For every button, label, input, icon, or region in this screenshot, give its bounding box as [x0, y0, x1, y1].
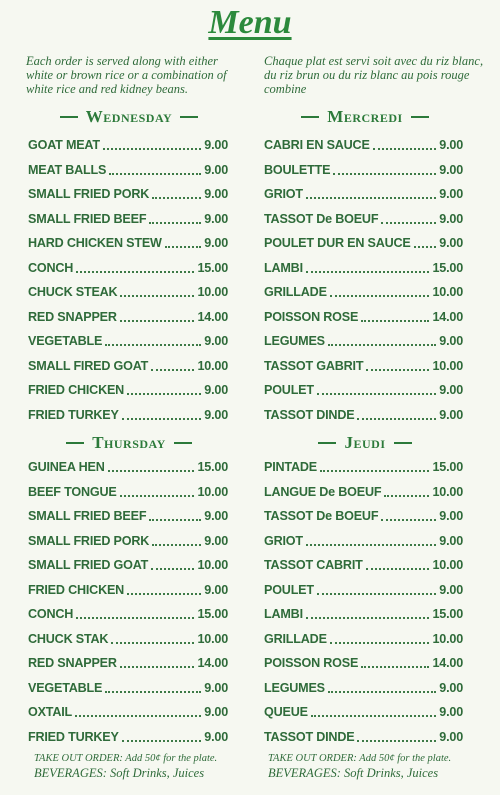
- dot-leader: [149, 519, 201, 521]
- menu-item-name: OXTAIL: [28, 705, 73, 720]
- menu-item-name: BOULETTE: [264, 162, 331, 177]
- dot-leader: [311, 715, 436, 717]
- menu-item-name: TASSOT CABRIT: [264, 558, 363, 573]
- menu-item-price: 10.00: [197, 285, 228, 300]
- dot-leader: [105, 691, 201, 693]
- menu-item-name: MEAT BALLS: [28, 162, 107, 177]
- menu-item-price: 9.00: [439, 680, 463, 695]
- menu-item-price: 9.00: [439, 162, 463, 177]
- section-title-thursday: Thursday: [92, 433, 166, 452]
- menu-item-name: FRIED CHICKEN: [28, 582, 125, 597]
- menu-item-price: 9.00: [204, 407, 228, 422]
- menu-item-name: GRIOT: [264, 533, 303, 548]
- jeudi-list: [264, 455, 463, 749]
- section-title-jeudi: Jeudi: [344, 433, 386, 452]
- menu-item: [264, 553, 463, 578]
- menu-item-name: CONCH: [28, 260, 74, 275]
- menu-item: [264, 378, 463, 403]
- header-dash: [318, 442, 336, 444]
- menu-item: [264, 504, 463, 529]
- menu-item-name: CABRI EN SAUCE: [264, 138, 370, 153]
- takeout-note: TAKE OUT ORDER: Add 50¢ for the plate.: [34, 753, 218, 764]
- menu-item-price: 9.00: [204, 533, 228, 548]
- menu-item-price: 9.00: [439, 236, 463, 251]
- header-dash: [301, 116, 319, 118]
- menu-item: [264, 676, 463, 701]
- dot-leader: [306, 271, 430, 273]
- menu-item-price: 14.00: [432, 309, 463, 324]
- menu-item-name: SMALL FRIED BEEF: [28, 509, 147, 524]
- menu-item: [28, 133, 228, 158]
- menu-item-name: SMALL FRIED BEEF: [28, 211, 147, 226]
- dot-leader: [330, 295, 430, 297]
- footer-right: [268, 752, 451, 780]
- menu-item-name: FRIED TURKEY: [28, 407, 119, 422]
- menu-item-price: 15.00: [197, 460, 228, 475]
- menu-item: [28, 602, 228, 627]
- dot-leader: [111, 642, 194, 644]
- menu-item-price: 10.00: [197, 631, 228, 646]
- dot-leader: [75, 715, 201, 717]
- menu-item-name: POULET: [264, 383, 314, 398]
- menu-item-name: RED SNAPPER: [28, 656, 117, 671]
- menu-item-price: 15.00: [197, 607, 228, 622]
- menu-item-price: 9.00: [439, 729, 463, 744]
- header-dash: [394, 442, 412, 444]
- menu-item-price: 10.00: [432, 358, 463, 373]
- menu-item: [28, 403, 228, 428]
- dot-leader: [357, 740, 436, 742]
- dot-leader: [317, 593, 436, 595]
- menu-item-name: LEGUMES: [264, 680, 325, 695]
- menu-item-price: 10.00: [197, 484, 228, 499]
- menu-item: [264, 256, 463, 281]
- intro-french: Chaque plat est servi soit avec du riz blanc, du riz brun ou du riz blanc au pois rouge combine: [264, 54, 484, 96]
- menu-item: [28, 207, 228, 232]
- menu-item: [28, 725, 228, 750]
- menu-item-name: POISSON ROSE: [264, 309, 359, 324]
- menu-item-price: 9.00: [439, 509, 463, 524]
- menu-item-name: BEEF TONGUE: [28, 484, 117, 499]
- menu-item-price: 10.00: [197, 558, 228, 573]
- menu-item-name: CHUCK STEAK: [28, 285, 118, 300]
- menu-item-price: 9.00: [204, 383, 228, 398]
- dot-leader: [320, 470, 430, 472]
- dot-leader: [120, 666, 195, 668]
- dot-leader: [357, 418, 436, 420]
- menu-item: [264, 700, 463, 725]
- dot-leader: [373, 148, 437, 150]
- mercredi-list: [264, 133, 463, 427]
- menu-item: [264, 403, 463, 428]
- dot-leader: [122, 418, 202, 420]
- menu-item-price: 15.00: [432, 260, 463, 275]
- menu-item: [28, 329, 228, 354]
- menu-item-name: TASSOT De BOEUF: [264, 211, 379, 226]
- menu-item-price: 10.00: [432, 558, 463, 573]
- menu-item: [28, 280, 228, 305]
- menu-item: [264, 182, 463, 207]
- menu-item: [28, 578, 228, 603]
- header-dash: [411, 116, 429, 118]
- dot-leader: [306, 197, 436, 199]
- menu-item-price: 9.00: [204, 187, 228, 202]
- menu-item-price: 9.00: [204, 334, 228, 349]
- header-dash: [60, 116, 78, 118]
- menu-item: [28, 676, 228, 701]
- menu-item: [264, 231, 463, 256]
- menu-item: [264, 455, 463, 480]
- menu-item: [264, 329, 463, 354]
- menu-item: [28, 651, 228, 676]
- menu-item-name: CHUCK STAK: [28, 631, 109, 646]
- section-header-mercredi: [262, 106, 468, 128]
- menu-item-name: POULET DUR EN SAUCE: [264, 236, 411, 251]
- menu-item: [28, 256, 228, 281]
- menu-item-name: LEGUMES: [264, 334, 325, 349]
- menu-item-name: QUEUE: [264, 705, 308, 720]
- beverages-note: BEVERAGES: Soft Drinks, Juices: [34, 766, 205, 780]
- dot-leader: [151, 568, 194, 570]
- dot-leader: [361, 320, 429, 322]
- dot-leader: [151, 369, 194, 371]
- dot-leader: [384, 495, 429, 497]
- menu-item-price: 9.00: [439, 533, 463, 548]
- menu-item: [264, 725, 463, 750]
- menu-item-name: GOAT MEAT: [28, 138, 100, 153]
- dot-leader: [105, 344, 201, 346]
- menu-item-name: PINTADE: [264, 460, 317, 475]
- menu-item-name: GRILLADE: [264, 285, 327, 300]
- menu-item-price: 10.00: [432, 631, 463, 646]
- menu-item: [28, 378, 228, 403]
- menu-item: [264, 133, 463, 158]
- dot-leader: [306, 544, 436, 546]
- menu-item-price: 9.00: [204, 211, 228, 226]
- section-title-mercredi: Mercredi: [327, 107, 403, 126]
- dot-leader: [333, 173, 436, 175]
- menu-item-name: GRIOT: [264, 187, 303, 202]
- menu-item-price: 9.00: [204, 729, 228, 744]
- beverages-note: BEVERAGES: Soft Drinks, Juices: [268, 766, 439, 780]
- section-header-thursday: [26, 432, 232, 454]
- menu-item-price: 9.00: [204, 582, 228, 597]
- menu-item-name: LAMBI: [264, 607, 303, 622]
- menu-item-name: SMALL FRIED GOAT: [28, 558, 149, 573]
- section-title-wednesday: Wednesday: [85, 107, 173, 126]
- menu-item: [28, 700, 228, 725]
- menu-item: [28, 480, 228, 505]
- menu-item-name: VEGETABLE: [28, 680, 103, 695]
- intro-english: Each order is served along with either white or brown rice or a combination of white rice and red kidney beans.: [26, 54, 227, 96]
- dot-leader: [76, 617, 194, 619]
- menu-item-name: FRIED TURKEY: [28, 729, 119, 744]
- menu-item: [28, 158, 228, 183]
- menu-item-price: 15.00: [197, 260, 228, 275]
- dot-leader: [317, 393, 436, 395]
- menu-item-name: LANGUE De BOEUF: [264, 484, 382, 499]
- menu-item-price: 15.00: [432, 607, 463, 622]
- menu-item: [264, 529, 463, 554]
- header-dash: [180, 116, 198, 118]
- menu-item: [28, 354, 228, 379]
- menu-item-name: TASSOT GABRIT: [264, 358, 364, 373]
- dot-leader: [127, 393, 201, 395]
- dot-leader: [361, 666, 429, 668]
- menu-item-price: 14.00: [432, 656, 463, 671]
- dot-leader: [366, 369, 429, 371]
- menu-item-name: VEGETABLE: [28, 334, 103, 349]
- menu-item-price: 9.00: [204, 705, 228, 720]
- menu-item: [264, 207, 463, 232]
- menu-item-price: 9.00: [439, 582, 463, 597]
- dot-leader: [122, 740, 202, 742]
- dot-leader: [103, 148, 201, 150]
- dot-leader: [120, 320, 195, 322]
- menu-item: [264, 578, 463, 603]
- dot-leader: [127, 593, 201, 595]
- dot-leader: [381, 222, 436, 224]
- dot-leader: [149, 222, 201, 224]
- menu-item: [264, 651, 463, 676]
- menu-item: [28, 182, 228, 207]
- dot-leader: [108, 470, 195, 472]
- menu-item-name: SMALL FIRED GOAT: [28, 358, 149, 373]
- menu-item-price: 9.00: [204, 162, 228, 177]
- dot-leader: [328, 691, 436, 693]
- section-header-wednesday: [26, 106, 232, 128]
- menu-item: [264, 280, 463, 305]
- menu-item: [264, 158, 463, 183]
- takeout-note: TAKE OUT ORDER: Add 50¢ for the plate.: [268, 753, 452, 764]
- menu-item-name: FRIED CHICKEN: [28, 383, 125, 398]
- dot-leader: [165, 246, 202, 248]
- dot-leader: [120, 495, 195, 497]
- menu-item-name: SMALL FRIED PORK: [28, 533, 150, 548]
- dot-leader: [328, 344, 436, 346]
- menu-item-name: SMALL FRIED PORK: [28, 187, 150, 202]
- menu-item: [264, 602, 463, 627]
- dot-leader: [330, 642, 430, 644]
- menu-item-price: 10.00: [197, 358, 228, 373]
- menu-item: [264, 305, 463, 330]
- menu-item-name: LAMBI: [264, 260, 303, 275]
- wednesday-list: [28, 133, 228, 427]
- menu-item-price: 14.00: [197, 309, 228, 324]
- thursday-list: [28, 455, 228, 749]
- menu-item-price: 9.00: [204, 680, 228, 695]
- section-header-jeudi: [262, 432, 468, 454]
- header-dash: [66, 442, 84, 444]
- menu-item-name: TASSOT De BOEUF: [264, 509, 379, 524]
- dot-leader: [152, 197, 201, 199]
- menu-item-price: 9.00: [439, 407, 463, 422]
- dot-leader: [381, 519, 436, 521]
- menu-item-price: 9.00: [204, 509, 228, 524]
- menu-item: [28, 627, 228, 652]
- menu-item-name: CONCH: [28, 607, 74, 622]
- menu-item: [28, 504, 228, 529]
- menu-item-name: HARD CHICKEN STEW: [28, 236, 162, 251]
- menu-item: [28, 231, 228, 256]
- menu-item-name: GUINEA HEN: [28, 460, 105, 475]
- dot-leader: [120, 295, 194, 297]
- header-dash: [174, 442, 192, 444]
- menu-item-price: 9.00: [439, 138, 463, 153]
- menu-item-price: 14.00: [197, 656, 228, 671]
- menu-item-price: 9.00: [439, 383, 463, 398]
- menu-item: [28, 305, 228, 330]
- menu-item-price: 10.00: [432, 484, 463, 499]
- menu-item-price: 9.00: [439, 334, 463, 349]
- menu-item-name: TASSOT DINDE: [264, 407, 355, 422]
- menu-item-name: POISSON ROSE: [264, 656, 359, 671]
- menu-item-name: POULET: [264, 582, 314, 597]
- menu-item-name: GRILLADE: [264, 631, 327, 646]
- menu-item-name: RED SNAPPER: [28, 309, 117, 324]
- menu-item: [264, 480, 463, 505]
- dot-leader: [366, 568, 430, 570]
- menu-item: [28, 553, 228, 578]
- menu-title: Menu: [208, 4, 292, 41]
- menu-item-price: 9.00: [439, 705, 463, 720]
- dot-leader: [109, 173, 201, 175]
- dot-leader: [76, 271, 194, 273]
- menu-item-name: TASSOT DINDE: [264, 729, 355, 744]
- menu-item-price: 15.00: [432, 460, 463, 475]
- menu-item-price: 9.00: [204, 138, 228, 153]
- menu-item-price: 9.00: [439, 187, 463, 202]
- menu-item: [264, 354, 463, 379]
- dot-leader: [152, 544, 201, 546]
- dot-leader: [414, 246, 437, 248]
- menu-item-price: 9.00: [439, 211, 463, 226]
- menu-item-price: 10.00: [432, 285, 463, 300]
- menu-item: [28, 455, 228, 480]
- menu-item-price: 9.00: [204, 236, 228, 251]
- menu-item: [28, 529, 228, 554]
- footer-left: [34, 752, 217, 780]
- dot-leader: [306, 617, 430, 619]
- menu-item: [264, 627, 463, 652]
